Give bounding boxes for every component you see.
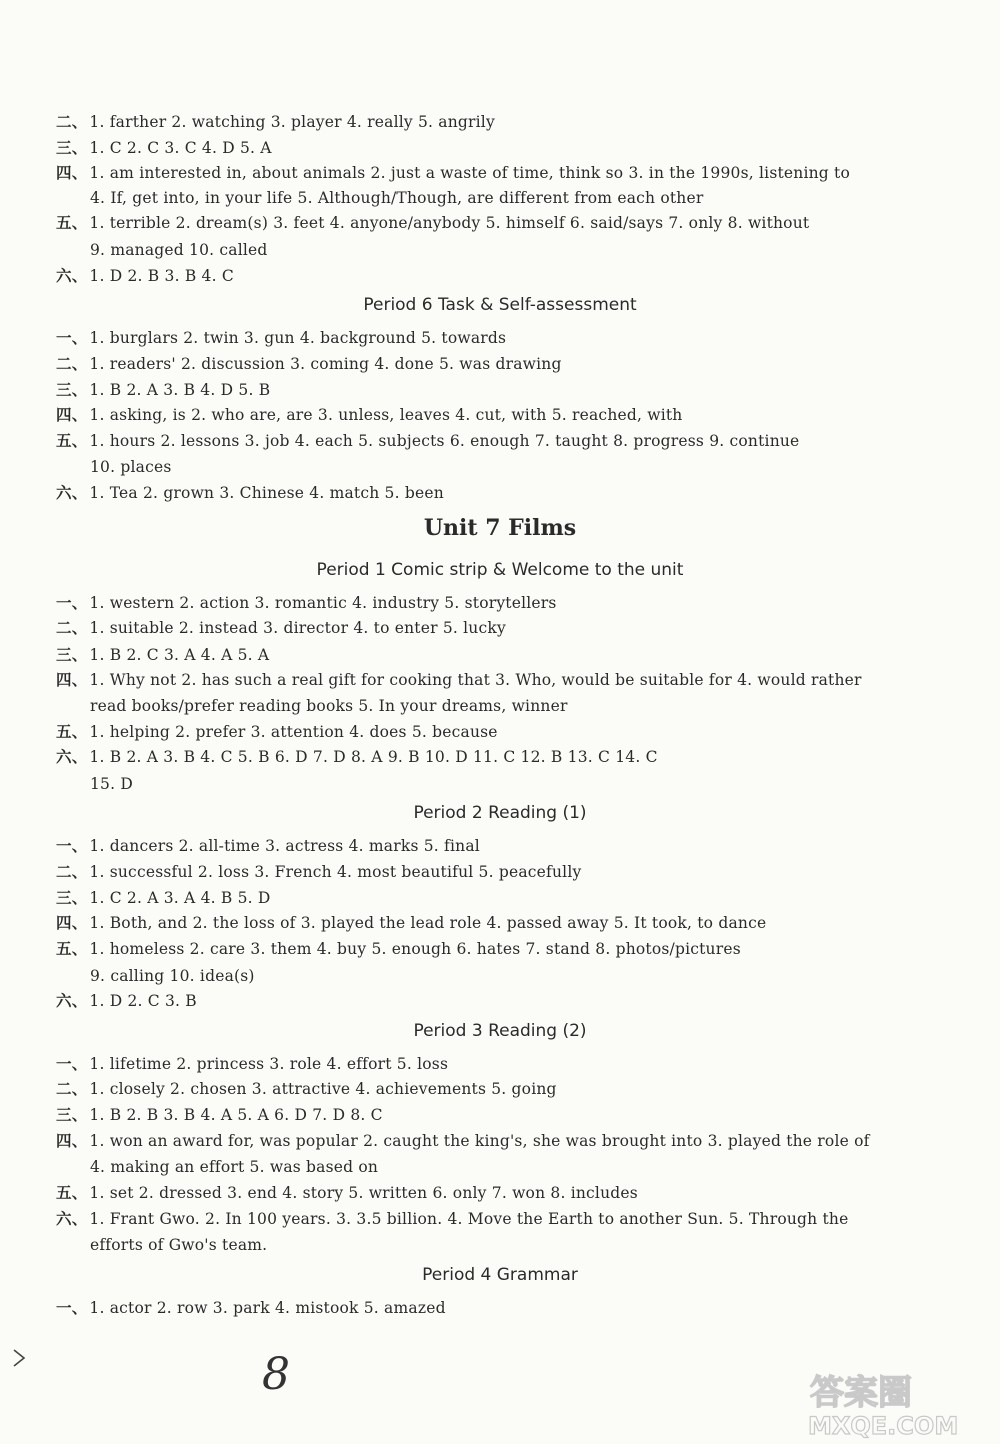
- section-heading: Period 2 Reading (1): [413, 803, 587, 823]
- svg-text:MXQE.COM: MXQE.COM: [808, 1412, 959, 1440]
- answer-line: 9. calling 10. idea(s): [90, 967, 255, 985]
- answer-line: 五、 1. terrible 2. dream(s) 3. feet 4. anyone/anybody 5. himself 6. said/says 7. only 8. without: [56, 213, 810, 232]
- answer-line: 4. If, get into, in your life 5. Although/Though, are different from each other: [90, 189, 704, 207]
- answer-line: 9. managed 10. called: [90, 241, 268, 259]
- answer-line: 五、 1. set 2. dressed 3. end 4. story 5. written 6. only 7. won 8. includes: [56, 1183, 638, 1202]
- section-heading: Period 1 Comic strip & Welcome to the unit: [316, 560, 684, 580]
- answer-line: 二、 1. successful 2. loss 3. French 4. most beautiful 5. peacefully: [56, 862, 582, 881]
- answer-line: 五、 1. hours 2. lessons 3. job 4. each 5. subjects 6. enough 7. taught 8. progress 9. continue: [56, 431, 800, 450]
- answer-line: 二、 1. suitable 2. instead 3. director 4. to enter 5. lucky: [56, 618, 506, 637]
- answer-line: 10. places: [90, 458, 172, 476]
- answer-line: 三、 1. B 2. C 3. A 4. A 5. A: [56, 645, 270, 664]
- answer-line: 4. making an effort 5. was based on: [90, 1158, 379, 1176]
- watermark-logo: [800, 1362, 996, 1440]
- answer-line: 三、 1. C 2. A 3. A 4. B 5. D: [56, 888, 271, 907]
- answer-line: 三、 1. B 2. A 3. B 4. D 5. B: [56, 380, 271, 399]
- answer-line: efforts of Gwo's team.: [90, 1236, 268, 1254]
- answer-line: 六、 1. Frant Gwo. 2. In 100 years. 3. 3.5 billion. 4. Move the Earth to another Sun. 5. Through the: [56, 1209, 849, 1228]
- answer-line: 一、 1. lifetime 2. princess 3. role 4. effort 5. loss: [56, 1054, 449, 1073]
- answer-line: read books/prefer reading books 5. In your dreams, winner: [90, 697, 568, 715]
- answer-line: 一、 1. dancers 2. all-time 3. actress 4. marks 5. final: [56, 836, 480, 855]
- section-heading: Period 4 Grammar: [422, 1265, 578, 1285]
- answer-line: 15. D: [90, 775, 134, 793]
- answer-line: 五、 1. helping 2. prefer 3. attention 4. does 5. because: [56, 722, 498, 741]
- answer-line: 三、 1. C 2. C 3. C 4. D 5. A: [56, 138, 272, 157]
- answer-line: 二、 1. readers' 2. discussion 3. coming 4. done 5. was drawing: [56, 354, 562, 373]
- unit-title: Unit 7 Films: [423, 515, 577, 541]
- answer-line: 四、 1. am interested in, about animals 2. just a waste of time, think so 3. in the 1990s, listening to: [56, 163, 851, 182]
- page-number: 8: [262, 1349, 290, 1400]
- section-heading: Period 3 Reading (2): [413, 1021, 587, 1041]
- answer-line: 二、 1. closely 2. chosen 3. attractive 4. achievements 5. going: [56, 1079, 557, 1098]
- answer-line: 六、 1. Tea 2. grown 3. Chinese 4. match 5. been: [56, 483, 444, 502]
- answer-line: 六、 1. D 2. B 3. B 4. C: [56, 266, 234, 285]
- answer-line: 三、 1. B 2. B 3. B 4. A 5. A 6. D 7. D 8. C: [56, 1105, 383, 1124]
- answer-line: 四、 1. asking, is 2. who are, are 3. unless, leaves 4. cut, with 5. reached, with: [56, 405, 683, 424]
- answer-line: 五、 1. homeless 2. care 3. them 4. buy 5. enough 6. hates 7. stand 8. photos/pictures: [56, 939, 741, 958]
- answer-line: 一、 1. actor 2. row 3. park 4. mistook 5. amazed: [56, 1298, 446, 1317]
- answer-line: 四、 1. won an award for, was popular 2. caught the king's, she was brought into 3. played the role of: [56, 1131, 870, 1150]
- answer-line: 四、 1. Both, and 2. the loss of 3. played the lead role 4. passed away 5. It took, to dance: [56, 913, 767, 932]
- answer-line: 六、 1. B 2. A 3. B 4. C 5. B 6. D 7. D 8. A 9. B 10. D 11. C 12. B 13. C 14. C: [56, 747, 658, 766]
- answer-line: 四、 1. Why not 2. has such a real gift for cooking that 3. Who, would be suitable for 4. would rather: [56, 670, 862, 689]
- margin-arrow-icon: [8, 1346, 32, 1370]
- answer-line: 六、 1. D 2. C 3. B: [56, 991, 197, 1010]
- answer-line: 一、 1. western 2. action 3. romantic 4. industry 5. storytellers: [56, 593, 557, 612]
- section-heading: Period 6 Task & Self-assessment: [363, 295, 637, 315]
- answer-line: 二、 1. farther 2. watching 3. player 4. really 5. angrily: [56, 112, 495, 131]
- svg-text:答案圈: 答案圈: [810, 1373, 912, 1413]
- answer-line: 一、 1. burglars 2. twin 3. gun 4. background 5. towards: [56, 328, 507, 347]
